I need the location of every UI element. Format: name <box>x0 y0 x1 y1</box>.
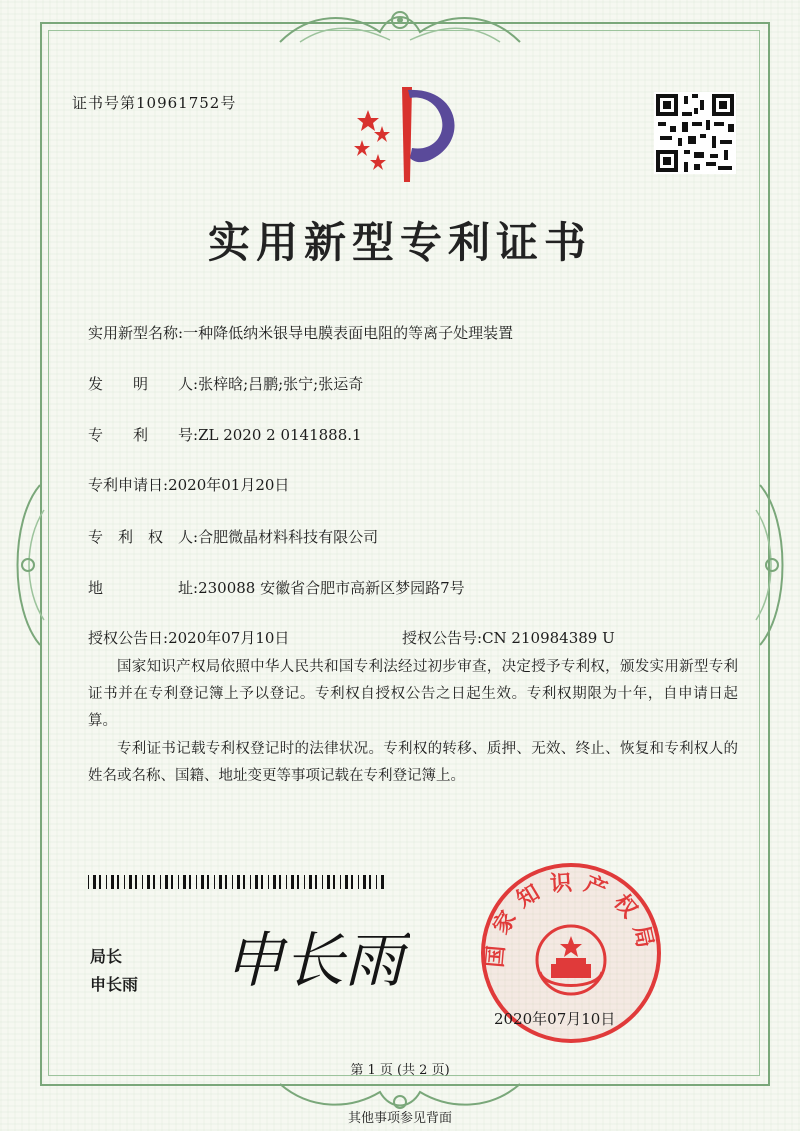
field-label: 发 明 人: <box>88 375 199 393</box>
field-patentee <box>88 526 378 547</box>
barcode <box>88 875 386 889</box>
top-ornament <box>270 2 530 50</box>
field-label: 专 利 权 人: <box>88 528 199 546</box>
field-value: 张梓晗;吕鹏;张宁;张运奇 <box>198 375 364 393</box>
field-label: 授权公告号: <box>402 629 483 647</box>
field-label: 授权公告日: <box>88 629 169 647</box>
field-label: 专 利 号: <box>88 426 199 444</box>
field-label: 实用新型名称: <box>88 324 184 342</box>
left-ornament <box>0 480 60 650</box>
field-value: 2020年07月10日 <box>168 629 290 647</box>
certificate-title: 实用新型专利证书 <box>207 218 592 267</box>
seal-date: 2020年07月10日 <box>494 1010 616 1028</box>
field-value: 一种降低纳米银导电膜表面电阻的等离子处理装置 <box>183 324 514 342</box>
field-value: 合肥微晶材料科技有限公司 <box>198 528 379 546</box>
page-number: 第 1 页 (共 2 页) <box>350 1063 450 1078</box>
director-title: 局长 <box>90 947 123 966</box>
back-note: 其他事项参见背面 <box>347 1111 452 1126</box>
legal-paragraph-1: 国家知识产权局依照中华人民共和国专利法经过初步审查，决定授予专利权，颁发实用新型专利证书并在专利登记簿上予以登记。专利权自授权公告之日起生效。专利权期限为十年，自申请日起算。 <box>88 659 738 729</box>
signature-text: 申长雨 <box>224 926 404 996</box>
field-utility-model-name <box>88 322 513 343</box>
field-grant-announcement-date <box>88 627 289 648</box>
qr-code <box>654 92 736 174</box>
field-label: 地 址: <box>88 579 199 597</box>
field-value: CN 210984389 U <box>482 629 615 647</box>
field-inventors <box>88 373 363 394</box>
certificate-number: 证书号第10961752号 <box>72 94 237 112</box>
field-value: 2020年01月20日 <box>168 476 290 494</box>
legal-paragraph-2: 专利证书记载专利权登记时的法律状况。专利权的转移、质押、无效、终止、恢复和专利权人的姓名或名称、国籍、地址变更等事项记载在专利登记簿上。 <box>88 741 738 784</box>
director-name: 申长雨 <box>90 975 139 994</box>
cnipa-logo <box>340 82 470 192</box>
seal-text: 国家知识产权局 <box>482 870 660 969</box>
field-grant-announcement-number <box>402 627 615 648</box>
field-value: 230088 安徽省合肥市高新区梦园路7号 <box>198 579 465 597</box>
field-filing-date <box>88 474 289 495</box>
right-ornament <box>740 480 800 650</box>
field-patent-number <box>88 424 362 445</box>
field-address <box>88 577 465 598</box>
field-value: ZL 2020 2 0141888.1 <box>198 426 362 444</box>
director-signature <box>220 915 410 1005</box>
field-label: 专利申请日: <box>88 476 169 494</box>
